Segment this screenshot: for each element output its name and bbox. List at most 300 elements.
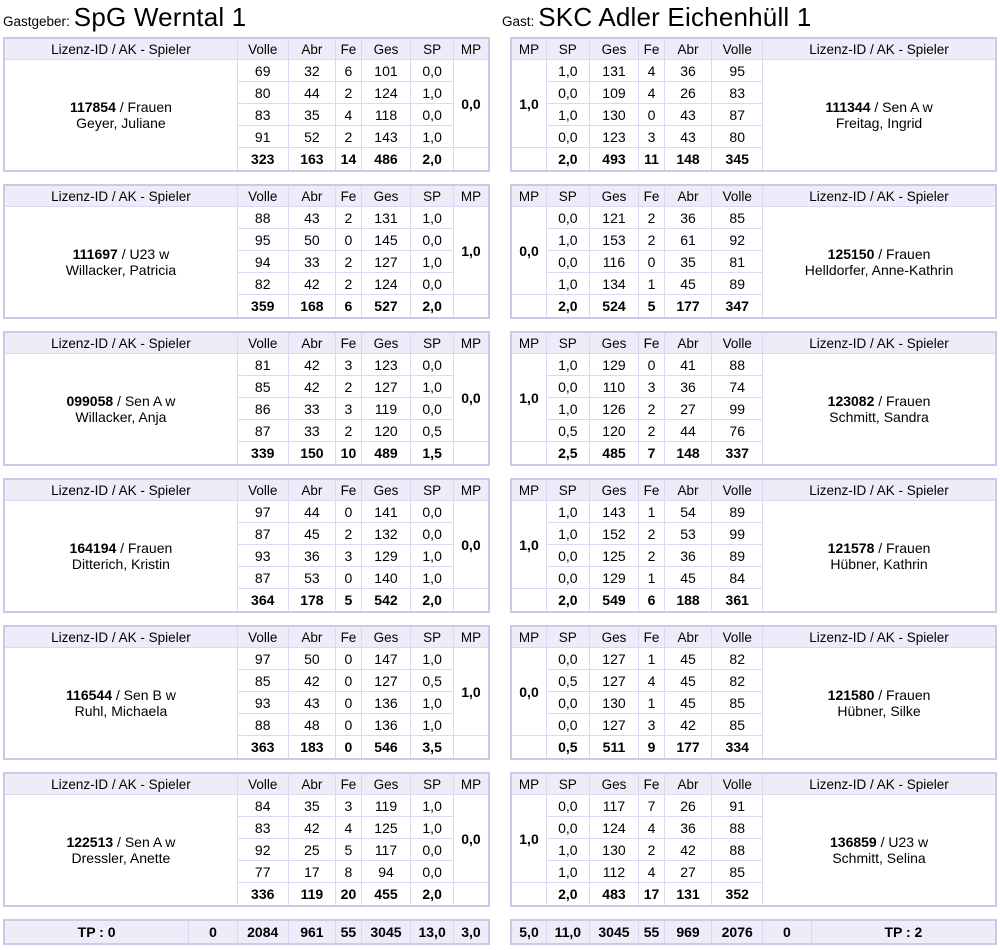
column-header: Ges <box>589 185 639 207</box>
score-cell: 1,0 <box>411 648 454 670</box>
score-cell: 4 <box>639 670 664 692</box>
score-cell: 45 <box>664 567 712 589</box>
score-cell: 0,0 <box>547 82 590 104</box>
score-cell: 0 <box>336 692 361 714</box>
score-cell: 87 <box>712 104 763 126</box>
score-cell: 2 <box>336 420 361 442</box>
score-cell: 91 <box>712 795 763 817</box>
total-cell: 493 <box>589 148 639 172</box>
total-cell: 5 <box>639 295 664 319</box>
score-cell: 0 <box>336 501 361 523</box>
team-total-cell: 11,0 <box>547 920 590 944</box>
score-cell: 42 <box>288 817 336 839</box>
total-cell: 178 <box>288 589 336 613</box>
score-cell: 2 <box>336 126 361 148</box>
column-header: Volle <box>237 332 288 354</box>
host-label: Gastgeber: <box>3 14 70 29</box>
score-cell: 112 <box>589 861 639 883</box>
score-cell: 80 <box>237 82 288 104</box>
player-license-id: 121578 <box>827 540 875 556</box>
score-cell: 36 <box>664 376 712 398</box>
score-cell: 27 <box>664 861 712 883</box>
score-cell: 0,0 <box>411 861 454 883</box>
score-cell: 3 <box>336 545 361 567</box>
total-cell: 148 <box>664 148 712 172</box>
score-cell: 125 <box>361 817 411 839</box>
score-cell: 123 <box>589 126 639 148</box>
player-license-id: 116544 <box>66 687 112 703</box>
column-header: MP <box>453 332 489 354</box>
column-header: Ges <box>589 332 639 354</box>
score-cell: 0,0 <box>411 104 454 126</box>
score-cell: 130 <box>589 839 639 861</box>
column-header: Fe <box>336 479 361 501</box>
match-points-cell: 1,0 <box>511 60 547 148</box>
score-cell: 82 <box>712 648 763 670</box>
score-cell: 123 <box>361 354 411 376</box>
column-header: Lizenz-ID / AK - Spieler <box>763 626 996 648</box>
column-header: Lizenz-ID / AK - Spieler <box>4 479 237 501</box>
score-cell: 129 <box>361 545 411 567</box>
total-cell: 177 <box>664 736 712 760</box>
score-cell: 129 <box>589 354 639 376</box>
match-points-empty-cell <box>511 736 547 760</box>
score-cell: 69 <box>237 60 288 82</box>
score-cell: 44 <box>664 420 712 442</box>
score-cell: 3 <box>336 398 361 420</box>
score-cell: 93 <box>237 545 288 567</box>
column-header: MP <box>453 626 489 648</box>
score-cell: 141 <box>361 501 411 523</box>
column-header: Ges <box>361 185 411 207</box>
match-points-cell: 0,0 <box>511 648 547 736</box>
team-total-cell: 2076 <box>712 920 763 944</box>
score-cell: 45 <box>664 648 712 670</box>
score-cell: 45 <box>664 273 712 295</box>
score-cell: 153 <box>589 229 639 251</box>
host-column <box>3 37 490 950</box>
score-cell: 41 <box>664 354 712 376</box>
score-cell: 147 <box>361 648 411 670</box>
score-cell: 2 <box>639 545 664 567</box>
match-points-empty-cell <box>453 883 489 907</box>
total-cell: 150 <box>288 442 336 466</box>
score-cell: 89 <box>712 545 763 567</box>
score-cell: 0,0 <box>411 523 454 545</box>
column-header: Ges <box>589 38 639 60</box>
column-header: SP <box>411 773 454 795</box>
total-cell: 2,0 <box>547 295 590 319</box>
column-header: SP <box>547 479 590 501</box>
score-cell: 87 <box>237 523 288 545</box>
match-points-empty-cell <box>511 589 547 613</box>
column-header: Ges <box>361 332 411 354</box>
score-cell: 3 <box>639 376 664 398</box>
host-title <box>3 2 246 33</box>
guest-team-name: SKC Adler Eichenhüll 1 <box>538 2 812 32</box>
column-header: MP <box>453 38 489 60</box>
column-header: Volle <box>712 332 763 354</box>
total-cell: 14 <box>336 148 361 172</box>
score-cell: 6 <box>336 60 361 82</box>
score-cell: 124 <box>361 273 411 295</box>
score-cell: 1,0 <box>547 398 590 420</box>
score-cell: 0,5 <box>411 420 454 442</box>
score-cell: 85 <box>712 207 763 229</box>
total-cell: 2,0 <box>547 148 590 172</box>
total-cell: 119 <box>288 883 336 907</box>
column-header: Volle <box>712 773 763 795</box>
score-cell: 81 <box>712 251 763 273</box>
total-cell: 148 <box>664 442 712 466</box>
player-block <box>3 331 490 466</box>
score-cell: 97 <box>237 501 288 523</box>
column-header: Lizenz-ID / AK - Spieler <box>763 332 996 354</box>
total-cell: 323 <box>237 148 288 172</box>
player-block <box>510 625 997 760</box>
host-team-name: SpG Werntal 1 <box>73 2 247 32</box>
score-cell: 3 <box>336 354 361 376</box>
total-cell: 527 <box>361 295 411 319</box>
score-cell: 45 <box>288 523 336 545</box>
score-cell: 1 <box>639 567 664 589</box>
match-points-empty-cell <box>511 148 547 172</box>
score-cell: 92 <box>712 229 763 251</box>
score-cell: 88 <box>712 817 763 839</box>
score-cell: 131 <box>361 207 411 229</box>
score-cell: 0,0 <box>547 126 590 148</box>
column-header: MP <box>511 332 547 354</box>
total-cell: 336 <box>237 883 288 907</box>
score-cell: 2 <box>639 207 664 229</box>
total-cell: 5 <box>336 589 361 613</box>
match-points-empty-cell <box>453 589 489 613</box>
column-header: MP <box>511 185 547 207</box>
player-block <box>510 478 997 613</box>
total-cell: 542 <box>361 589 411 613</box>
player-block <box>510 184 997 319</box>
score-cell: 0,5 <box>547 670 590 692</box>
score-cell: 94 <box>237 251 288 273</box>
team-total-cell: 961 <box>288 920 336 944</box>
score-cell: 118 <box>361 104 411 126</box>
total-cell: 352 <box>712 883 763 907</box>
score-cell: 0,0 <box>547 714 590 736</box>
score-cell: 42 <box>664 839 712 861</box>
team-total-cell: 3045 <box>361 920 411 944</box>
match-points-empty-cell <box>453 736 489 760</box>
column-header: Volle <box>712 626 763 648</box>
score-cell: 121 <box>589 207 639 229</box>
column-header: SP <box>547 626 590 648</box>
total-cell: 2,0 <box>411 589 454 613</box>
column-header: Ges <box>589 773 639 795</box>
score-cell: 0 <box>336 567 361 589</box>
score-cell: 32 <box>288 60 336 82</box>
score-cell: 54 <box>664 501 712 523</box>
player-cell: 164194 / Frauen Ditterich, Kristin <box>4 501 237 613</box>
player-cell: 125150 / Frauen Helldorfer, Anne-Kathrin <box>763 207 996 319</box>
score-cell: 2 <box>336 207 361 229</box>
column-header: Abr <box>288 479 336 501</box>
score-cell: 0,0 <box>411 354 454 376</box>
total-cell: 511 <box>589 736 639 760</box>
score-cell: 5 <box>336 839 361 861</box>
match-points-empty-cell <box>453 295 489 319</box>
match-points-cell: 0,0 <box>453 60 489 148</box>
score-cell: 1,0 <box>411 567 454 589</box>
total-cell: 11 <box>639 148 664 172</box>
score-cell: 77 <box>237 861 288 883</box>
score-cell: 88 <box>712 354 763 376</box>
score-cell: 99 <box>712 398 763 420</box>
score-cell: 50 <box>288 648 336 670</box>
score-cell: 1,0 <box>411 207 454 229</box>
column-header: Fe <box>336 185 361 207</box>
team-total-cell: 5,0 <box>511 920 547 944</box>
score-cell: 0,0 <box>411 229 454 251</box>
column-header: Fe <box>336 773 361 795</box>
score-cell: 127 <box>589 670 639 692</box>
score-cell: 87 <box>237 420 288 442</box>
player-cell: 121580 / Frauen Hübner, Silke <box>763 648 996 760</box>
score-cell: 152 <box>589 523 639 545</box>
score-cell: 95 <box>237 229 288 251</box>
host-team-totals-row <box>3 919 490 945</box>
score-cell: 143 <box>361 126 411 148</box>
player-block <box>3 37 490 172</box>
score-cell: 0,0 <box>411 273 454 295</box>
score-cell: 110 <box>589 376 639 398</box>
score-cell: 33 <box>288 420 336 442</box>
score-cell: 120 <box>589 420 639 442</box>
score-cell: 2 <box>336 523 361 545</box>
total-cell: 2,0 <box>547 883 590 907</box>
column-header: Fe <box>639 185 664 207</box>
total-cell: 6 <box>639 589 664 613</box>
score-cell: 50 <box>288 229 336 251</box>
column-header: Fe <box>639 38 664 60</box>
score-cell: 1,0 <box>411 714 454 736</box>
score-cell: 109 <box>589 82 639 104</box>
score-cell: 124 <box>361 82 411 104</box>
score-cell: 0,0 <box>547 795 590 817</box>
total-cell: 3,5 <box>411 736 454 760</box>
column-header: SP <box>411 479 454 501</box>
score-cell: 0,0 <box>411 839 454 861</box>
score-cell: 0,0 <box>547 251 590 273</box>
score-cell: 132 <box>361 523 411 545</box>
match-points-cell: 1,0 <box>511 501 547 589</box>
player-cell: 122513 / Sen A w Dressler, Anette <box>4 795 237 907</box>
score-cell: 36 <box>664 545 712 567</box>
score-cell: 26 <box>664 82 712 104</box>
score-cell: 3 <box>639 126 664 148</box>
score-cell: 140 <box>361 567 411 589</box>
match-points-cell: 0,0 <box>453 354 489 442</box>
team-total-cell: 13,0 <box>411 920 454 944</box>
column-header: MP <box>511 479 547 501</box>
player-license-id: 099058 <box>66 393 114 409</box>
score-cell: 91 <box>237 126 288 148</box>
match-points-empty-cell <box>511 295 547 319</box>
score-cell: 27 <box>664 398 712 420</box>
total-cell: 2,0 <box>411 148 454 172</box>
team-points-cell: TP : 2 <box>811 920 996 944</box>
total-cell: 364 <box>237 589 288 613</box>
total-cell: 339 <box>237 442 288 466</box>
score-cell: 0 <box>639 354 664 376</box>
player-block <box>510 37 997 172</box>
score-cell: 0,0 <box>547 648 590 670</box>
column-header: SP <box>547 185 590 207</box>
column-header: Volle <box>237 479 288 501</box>
score-cell: 42 <box>288 376 336 398</box>
score-cell: 127 <box>589 648 639 670</box>
column-header: MP <box>453 773 489 795</box>
total-cell: 489 <box>361 442 411 466</box>
score-cell: 124 <box>589 817 639 839</box>
score-cell: 83 <box>237 817 288 839</box>
score-cell: 0 <box>336 648 361 670</box>
match-points-cell: 1,0 <box>453 648 489 736</box>
score-cell: 42 <box>664 714 712 736</box>
score-cell: 1,0 <box>547 104 590 126</box>
score-cell: 131 <box>589 60 639 82</box>
score-cell: 130 <box>589 104 639 126</box>
score-cell: 45 <box>664 670 712 692</box>
column-header: SP <box>411 332 454 354</box>
column-header: Volle <box>237 773 288 795</box>
total-cell: 0,5 <box>547 736 590 760</box>
score-cell: 0,0 <box>547 545 590 567</box>
score-cell: 126 <box>589 398 639 420</box>
column-header: Fe <box>639 773 664 795</box>
score-cell: 84 <box>712 567 763 589</box>
column-header: Fe <box>336 332 361 354</box>
column-header: Lizenz-ID / AK - Spieler <box>763 479 996 501</box>
column-header: MP <box>453 479 489 501</box>
score-cell: 2 <box>336 273 361 295</box>
score-cell: 1,0 <box>547 60 590 82</box>
total-cell: 9 <box>639 736 664 760</box>
score-cell: 145 <box>361 229 411 251</box>
score-cell: 74 <box>712 376 763 398</box>
total-cell: 455 <box>361 883 411 907</box>
score-cell: 42 <box>288 273 336 295</box>
column-header: Fe <box>639 332 664 354</box>
score-cell: 85 <box>237 670 288 692</box>
column-header: MP <box>453 185 489 207</box>
score-cell: 101 <box>361 60 411 82</box>
team-total-cell: 969 <box>664 920 712 944</box>
score-cell: 2 <box>336 376 361 398</box>
score-cell: 86 <box>237 398 288 420</box>
score-cell: 1,0 <box>547 861 590 883</box>
player-license-id: 122513 <box>66 834 114 850</box>
score-cell: 42 <box>288 354 336 376</box>
score-cell: 0,0 <box>411 501 454 523</box>
column-header: SP <box>411 185 454 207</box>
match-points-cell: 0,0 <box>511 207 547 295</box>
column-header: Abr <box>664 185 712 207</box>
player-block <box>510 772 997 907</box>
column-header: Abr <box>664 626 712 648</box>
score-cell: 1,0 <box>547 229 590 251</box>
column-header: Abr <box>664 479 712 501</box>
column-header: MP <box>511 626 547 648</box>
player-block <box>510 331 997 466</box>
player-license-id: 111344 <box>825 99 871 115</box>
total-cell: 163 <box>288 148 336 172</box>
total-cell: 334 <box>712 736 763 760</box>
column-header: Lizenz-ID / AK - Spieler <box>763 38 996 60</box>
column-header: Volle <box>237 185 288 207</box>
score-cell: 116 <box>589 251 639 273</box>
score-cell: 0,0 <box>547 207 590 229</box>
column-header: Ges <box>361 479 411 501</box>
column-header: Fe <box>639 626 664 648</box>
score-cell: 94 <box>361 861 411 883</box>
score-cell: 93 <box>237 692 288 714</box>
score-cell: 1 <box>639 692 664 714</box>
score-cell: 36 <box>664 207 712 229</box>
column-header: Abr <box>288 773 336 795</box>
match-points-empty-cell <box>453 442 489 466</box>
score-cell: 0 <box>336 714 361 736</box>
match-points-cell: 1,0 <box>511 795 547 883</box>
score-cell: 127 <box>589 714 639 736</box>
score-cell: 4 <box>639 82 664 104</box>
score-cell: 43 <box>664 126 712 148</box>
player-license-id: 111697 <box>72 246 118 262</box>
column-header: SP <box>411 626 454 648</box>
player-license-id: 136859 <box>830 834 877 850</box>
column-header: SP <box>547 332 590 354</box>
score-cell: 43 <box>664 104 712 126</box>
total-cell: 6 <box>336 295 361 319</box>
score-cell: 43 <box>288 692 336 714</box>
score-cell: 85 <box>712 714 763 736</box>
player-cell: 099058 / Sen A w Willacker, Anja <box>4 354 237 466</box>
column-header: Abr <box>288 185 336 207</box>
column-header: Volle <box>712 38 763 60</box>
score-cell: 0 <box>639 251 664 273</box>
column-header: Lizenz-ID / AK - Spieler <box>4 773 237 795</box>
score-cell: 82 <box>237 273 288 295</box>
score-cell: 0 <box>639 104 664 126</box>
total-cell: 0 <box>336 736 361 760</box>
player-block <box>3 772 490 907</box>
player-license-id: 164194 <box>69 540 117 556</box>
score-cell: 0 <box>336 229 361 251</box>
score-cell: 4 <box>639 60 664 82</box>
player-license-id: 117854 <box>69 99 116 115</box>
score-cell: 1 <box>639 648 664 670</box>
team-total-cell: 55 <box>639 920 664 944</box>
total-cell: 1,5 <box>411 442 454 466</box>
total-cell: 168 <box>288 295 336 319</box>
column-header: Fe <box>336 38 361 60</box>
score-cell: 36 <box>664 60 712 82</box>
match-points-cell: 1,0 <box>453 207 489 295</box>
score-cell: 52 <box>288 126 336 148</box>
team-total-cell: 2084 <box>237 920 288 944</box>
team-total-cell: 3045 <box>589 920 639 944</box>
column-header: Abr <box>288 332 336 354</box>
score-cell: 2 <box>639 229 664 251</box>
score-cell: 0,0 <box>547 817 590 839</box>
